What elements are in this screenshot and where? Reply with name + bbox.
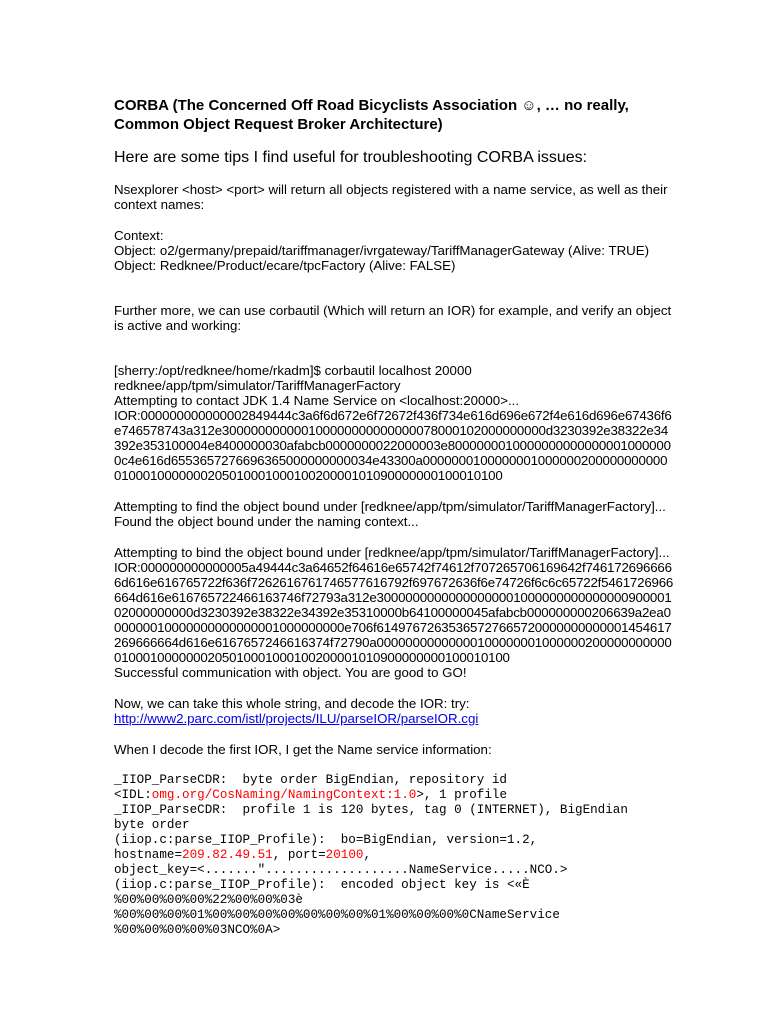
title-line-1: CORBA (The Concerned Off Road Bicyclists Association ☺, … no really, — [114, 97, 629, 114]
find-line-1: Attempting to find the object bound under [redknee/app/tpm/simulator/TariffManagerFactory]... — [114, 499, 666, 514]
success-line: Successful communication with object. You are good to GO! — [114, 665, 467, 680]
code-line: %00%00%00%00%22%00%00%03è — [114, 893, 303, 907]
hostname-value: 209.82.49.51 — [182, 848, 273, 862]
code-line: _IIOP_ParseCDR: profile 1 is 120 bytes, tag 0 (INTERNET), BigEndian — [114, 803, 628, 817]
document-page — [114, 96, 674, 938]
contact-line: Attempting to contact JDK 1.4 Name Service on <localhost:20000>... — [114, 393, 520, 408]
code-line: object_key=<......."...................NameService.....NCO.> — [114, 863, 568, 877]
code-line: byte order — [114, 818, 190, 832]
find-line-2: Found the object bound under the naming context... — [114, 514, 419, 529]
code-line: (iiop.c:parse_IIOP_Profile): bo=BigEndian, version=1.2, — [114, 833, 538, 847]
ior-string-1: IOR:000000000000002849444c3a6f6d672e6f72672f436f734e616d696e672f4e616d696e67436f6e746578743a312e300000000000100000000000000078000102000000000d3230392e38322e34392e353100004e8400000030afabcb0000000022000003e80000000100000000000000010000000c4e616d6553657276696365000000000034e43300a0000000100000001000000200000000000010001000000020501000100010020000101090000000100010100 — [114, 408, 672, 483]
parse-ior-link[interactable]: http://www2.parc.com/istl/projects/ILU/parseIOR/parseIOR.cgi — [114, 711, 479, 726]
decode-line: When I decode the first IOR, I get the Name service information: — [114, 742, 492, 757]
title-line-2: Common Object Request Broker Architecture) — [114, 116, 443, 133]
code-line: _IIOP_ParseCDR: byte order BigEndian, repository id — [114, 773, 507, 787]
object-line-1: Object: o2/germany/prepaid/tariffmanager/ivrgateway/TariffManagerGateway (Alive: TRUE) — [114, 243, 650, 258]
nsexplorer-paragraph: Nsexplorer <host> <port> will return all objects registered with a name service, as well as their context names: — [114, 182, 668, 212]
intro-text: Here are some tips I find useful for troubleshooting CORBA issues: — [114, 149, 588, 166]
context-label: Context: — [114, 228, 164, 243]
code-line: %00%00%00%00%03NCO%0A> — [114, 923, 281, 937]
ior-string-2: IOR:000000000000005a49444c3a64652f64616e65742f74612f707265706169642f7461726966666d616e616765722f636f7262616761746577616792f697672636f6e74726f6c6c65722f5461726966664d616e616765722466163746f72793a312e3000000000000000000100000000000000090000102000000000d3230392e38322e34392e35310000b64100000045afabcb000000000206639a2ea000000010000000000000001000000000e706f61497672635365727665720000000000001454617269666664d616e6167657246616374f72790a000000000000001000000010000002000000000000100010000000205010001000100200001010900000000100010100 — [114, 560, 674, 665]
decoded-output — [114, 773, 674, 938]
code-line: <IDL:omg.org/CosNaming/NamingContext:1.0>, 1 profile — [114, 788, 508, 802]
now-line: Now, we can take this whole string, and decode the IOR: try: — [114, 696, 470, 711]
command-line-2: redknee/app/tpm/simulator/TariffManagerFactory — [114, 378, 401, 393]
bind-line: Attempting to bind the object bound under [redknee/app/tpm/simulator/TariffManagerFactory]... — [114, 545, 670, 560]
object-line-2: Object: Redknee/Product/ecare/tpcFactory (Alive: FALSE) — [114, 258, 456, 273]
code-line: (iiop.c:parse_IIOP_Profile): encoded object key is <«È — [114, 878, 530, 892]
port-value: 20100 — [325, 848, 364, 862]
repository-id: omg.org/CosNaming/NamingContext:1.0 — [151, 788, 417, 802]
code-line: hostname=209.82.49.51, port=20100, — [114, 848, 371, 862]
command-line-1: [sherry:/opt/redknee/home/rkadm]$ corbautil localhost 20000 — [114, 363, 472, 378]
further-paragraph: Further more, we can use corbautil (Which will return an IOR) for example, and verify an object is active and working: — [114, 303, 672, 333]
document-title — [114, 96, 674, 134]
code-line: %00%00%00%01%00%00%00%00%00%00%00%01%00%00%00%0CNameService — [114, 908, 560, 922]
